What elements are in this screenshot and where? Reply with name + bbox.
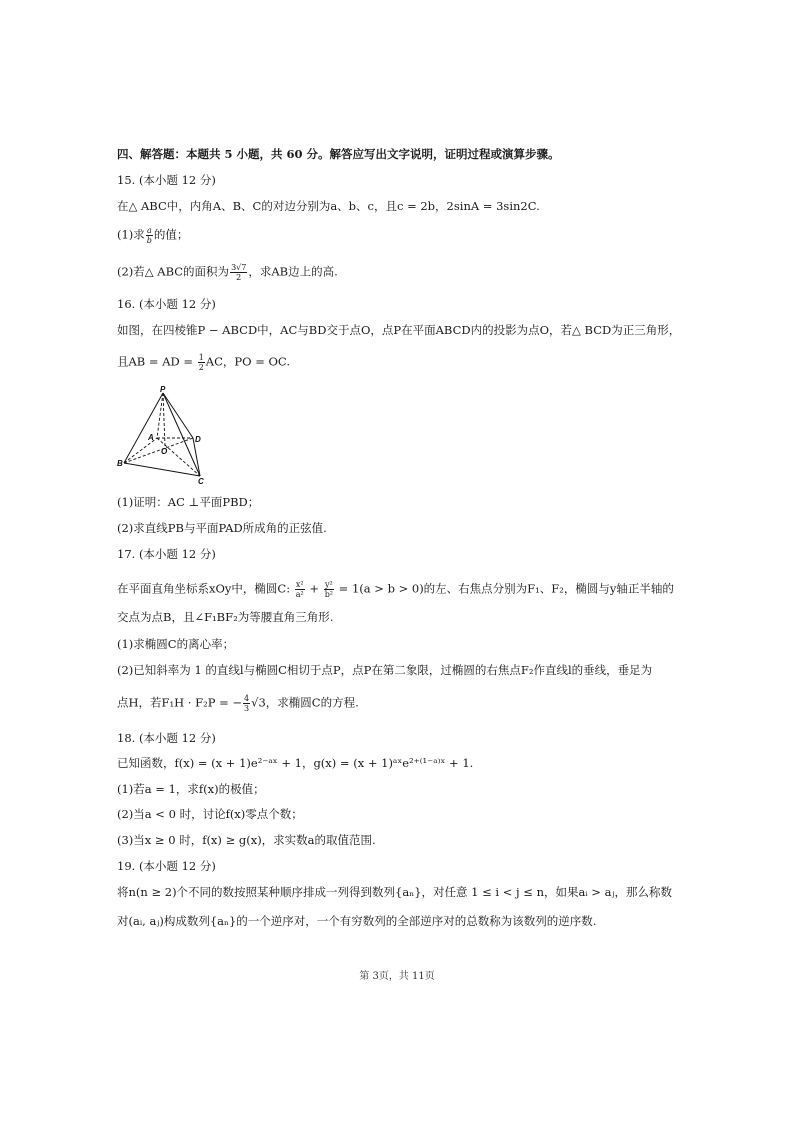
fraction-numerator: 1 xyxy=(198,353,204,362)
pyramid-figure xyxy=(117,383,217,488)
q18-part3: (3)当x ≥ 0 时，f(x) ≥ g(x)，求实数a的取值范围. xyxy=(117,833,376,847)
page-footer: 第 3页，共 11页 xyxy=(359,971,435,982)
q16-part2: (2)求直线PB与平面PAD所成角的正弦值. xyxy=(117,521,327,535)
q19-stem-line1: 将n(n ≥ 2)个不同的数按照某种顺序排成一列得到数列{aₙ}，对任意 1 ≤ i < j ≤ n，如果aᵢ > aⱼ，那么称数 xyxy=(117,885,672,899)
q16-part1: (1)证明：AC ⊥平面PBD； xyxy=(117,495,260,509)
q15-part1 xyxy=(117,226,677,245)
fraction-numerator: y² xyxy=(324,580,333,589)
q17-part2-line1: (2)已知斜率为 1 的直线l与椭圆C相切于点P，点P在第二象限，过椭圆的右焦点F₂作直线l的垂线，垂足为 xyxy=(117,663,653,677)
q16-stem-fraction xyxy=(198,353,205,372)
fraction-numerator: a xyxy=(146,226,152,235)
fraction-denominator: b xyxy=(146,236,152,245)
q17-part2-prefix: 点H，若F₁H · F₂P = − xyxy=(117,695,243,710)
q16-header: 16. (本小题 12 分) xyxy=(117,297,216,311)
q18-header: 18. (本小题 12 分) xyxy=(117,731,216,745)
q19-stem-line2: 对(aᵢ, aⱼ)构成数列{aₙ}的一个逆序对，一个有穷数列的全部逆序对的总数称为该数列的逆序数. xyxy=(117,914,597,928)
q17-part2-line2 xyxy=(117,694,677,713)
q16-stem-suffix: AC，PO = OC. xyxy=(205,354,290,369)
q15-stem: 在△ ABC中，内角A、B、C的对边分别为a、b、c，且c = 2b，2sinA = 3sin2C. xyxy=(117,199,540,213)
q17-stem-line1: 在平面直角坐标系xOy中，椭圆C: $\frac{\text{x²}}{\text{a²}}$ + $\frac{\text{y²}}{\text{b²}}$ = 1(a > b > 0)的左、右焦点分别为F₁、F₂，椭圆与y轴正半轴的 xyxy=(117,580,674,599)
q19-header: 19. (本小题 12 分) xyxy=(117,859,216,873)
q18-part2: (2)当a < 0 时，讨论f(x)零点个数； xyxy=(117,807,303,821)
label-o: O xyxy=(161,447,168,456)
q18-part1: (1)若a = 1，求f(x)的极值； xyxy=(117,782,265,796)
label-d: D xyxy=(195,435,201,444)
q17-frac-y xyxy=(324,580,334,599)
q17-part2-fraction xyxy=(243,694,250,713)
fraction-denominator: b² xyxy=(324,590,334,599)
fraction-numerator: 4 xyxy=(244,694,250,703)
q17-frac-x xyxy=(295,580,305,599)
q15-header: 15. (本小题 12 分) xyxy=(117,173,216,187)
q15-part2 xyxy=(117,263,677,282)
label-p: P xyxy=(160,385,166,394)
fraction-numerator: 3√7 xyxy=(231,263,247,272)
q15-part1-suffix: 的值； xyxy=(153,227,189,242)
q17-part2-suffix: √3，求椭圆C的方程. xyxy=(251,695,359,710)
q15-part1-prefix: (1)求 xyxy=(117,227,145,242)
q17-stem-prefix: 在平面直角坐标系xOy中，椭圆C: xyxy=(117,581,294,596)
label-a: A xyxy=(148,433,154,442)
q18-stem: 已知函数，f(x) = (x + 1)e²⁻ᵃˣ + 1，g(x) = (x + 1)ᵃˣe²⁺⁽¹⁻ᵃ⁾ˣ + 1. xyxy=(117,756,474,770)
section-title: 四、解答题：本题共 5 小题，共 60 分。解答应写出文字说明，证明过程或演算步骤。 xyxy=(117,147,560,161)
fraction-denominator: 2 xyxy=(236,273,242,282)
q16-stem-line1: 如图，在四棱锥P − ABCD中，AC与BD交于点O，点P在平面ABCD内的投影为点O，若△ BCD为正三角形， xyxy=(117,323,681,337)
q17-header: 17. (本小题 12 分) xyxy=(117,547,216,561)
fraction-denominator: 3 xyxy=(244,704,250,713)
fraction-numerator: x² xyxy=(295,580,304,589)
fraction-denominator: a² xyxy=(295,590,304,599)
q17-part1: (1)求椭圆C的离心率； xyxy=(117,637,235,651)
label-c: C xyxy=(198,477,204,486)
fraction-denominator: 2 xyxy=(198,363,204,372)
q16-stem-line2 xyxy=(117,353,677,372)
q17-stem-line2: 交点为点B，且∠F₁BF₂为等腰直角三角形. xyxy=(117,610,334,624)
q15-part2-fraction xyxy=(230,263,247,282)
q15-part2-suffix: ，求AB边上的高. xyxy=(248,264,338,279)
q17-stem-suffix: = 1(a > b > 0)的左、右焦点分别为F₁、F₂，椭圆与y轴正半轴的 xyxy=(335,581,674,596)
q16-stem-prefix: 且AB = AD = xyxy=(117,354,197,369)
label-b: B xyxy=(117,459,123,468)
q15-part1-fraction xyxy=(146,226,153,245)
q15-part2-prefix: (2)若△ ABC的面积为 xyxy=(117,264,230,279)
